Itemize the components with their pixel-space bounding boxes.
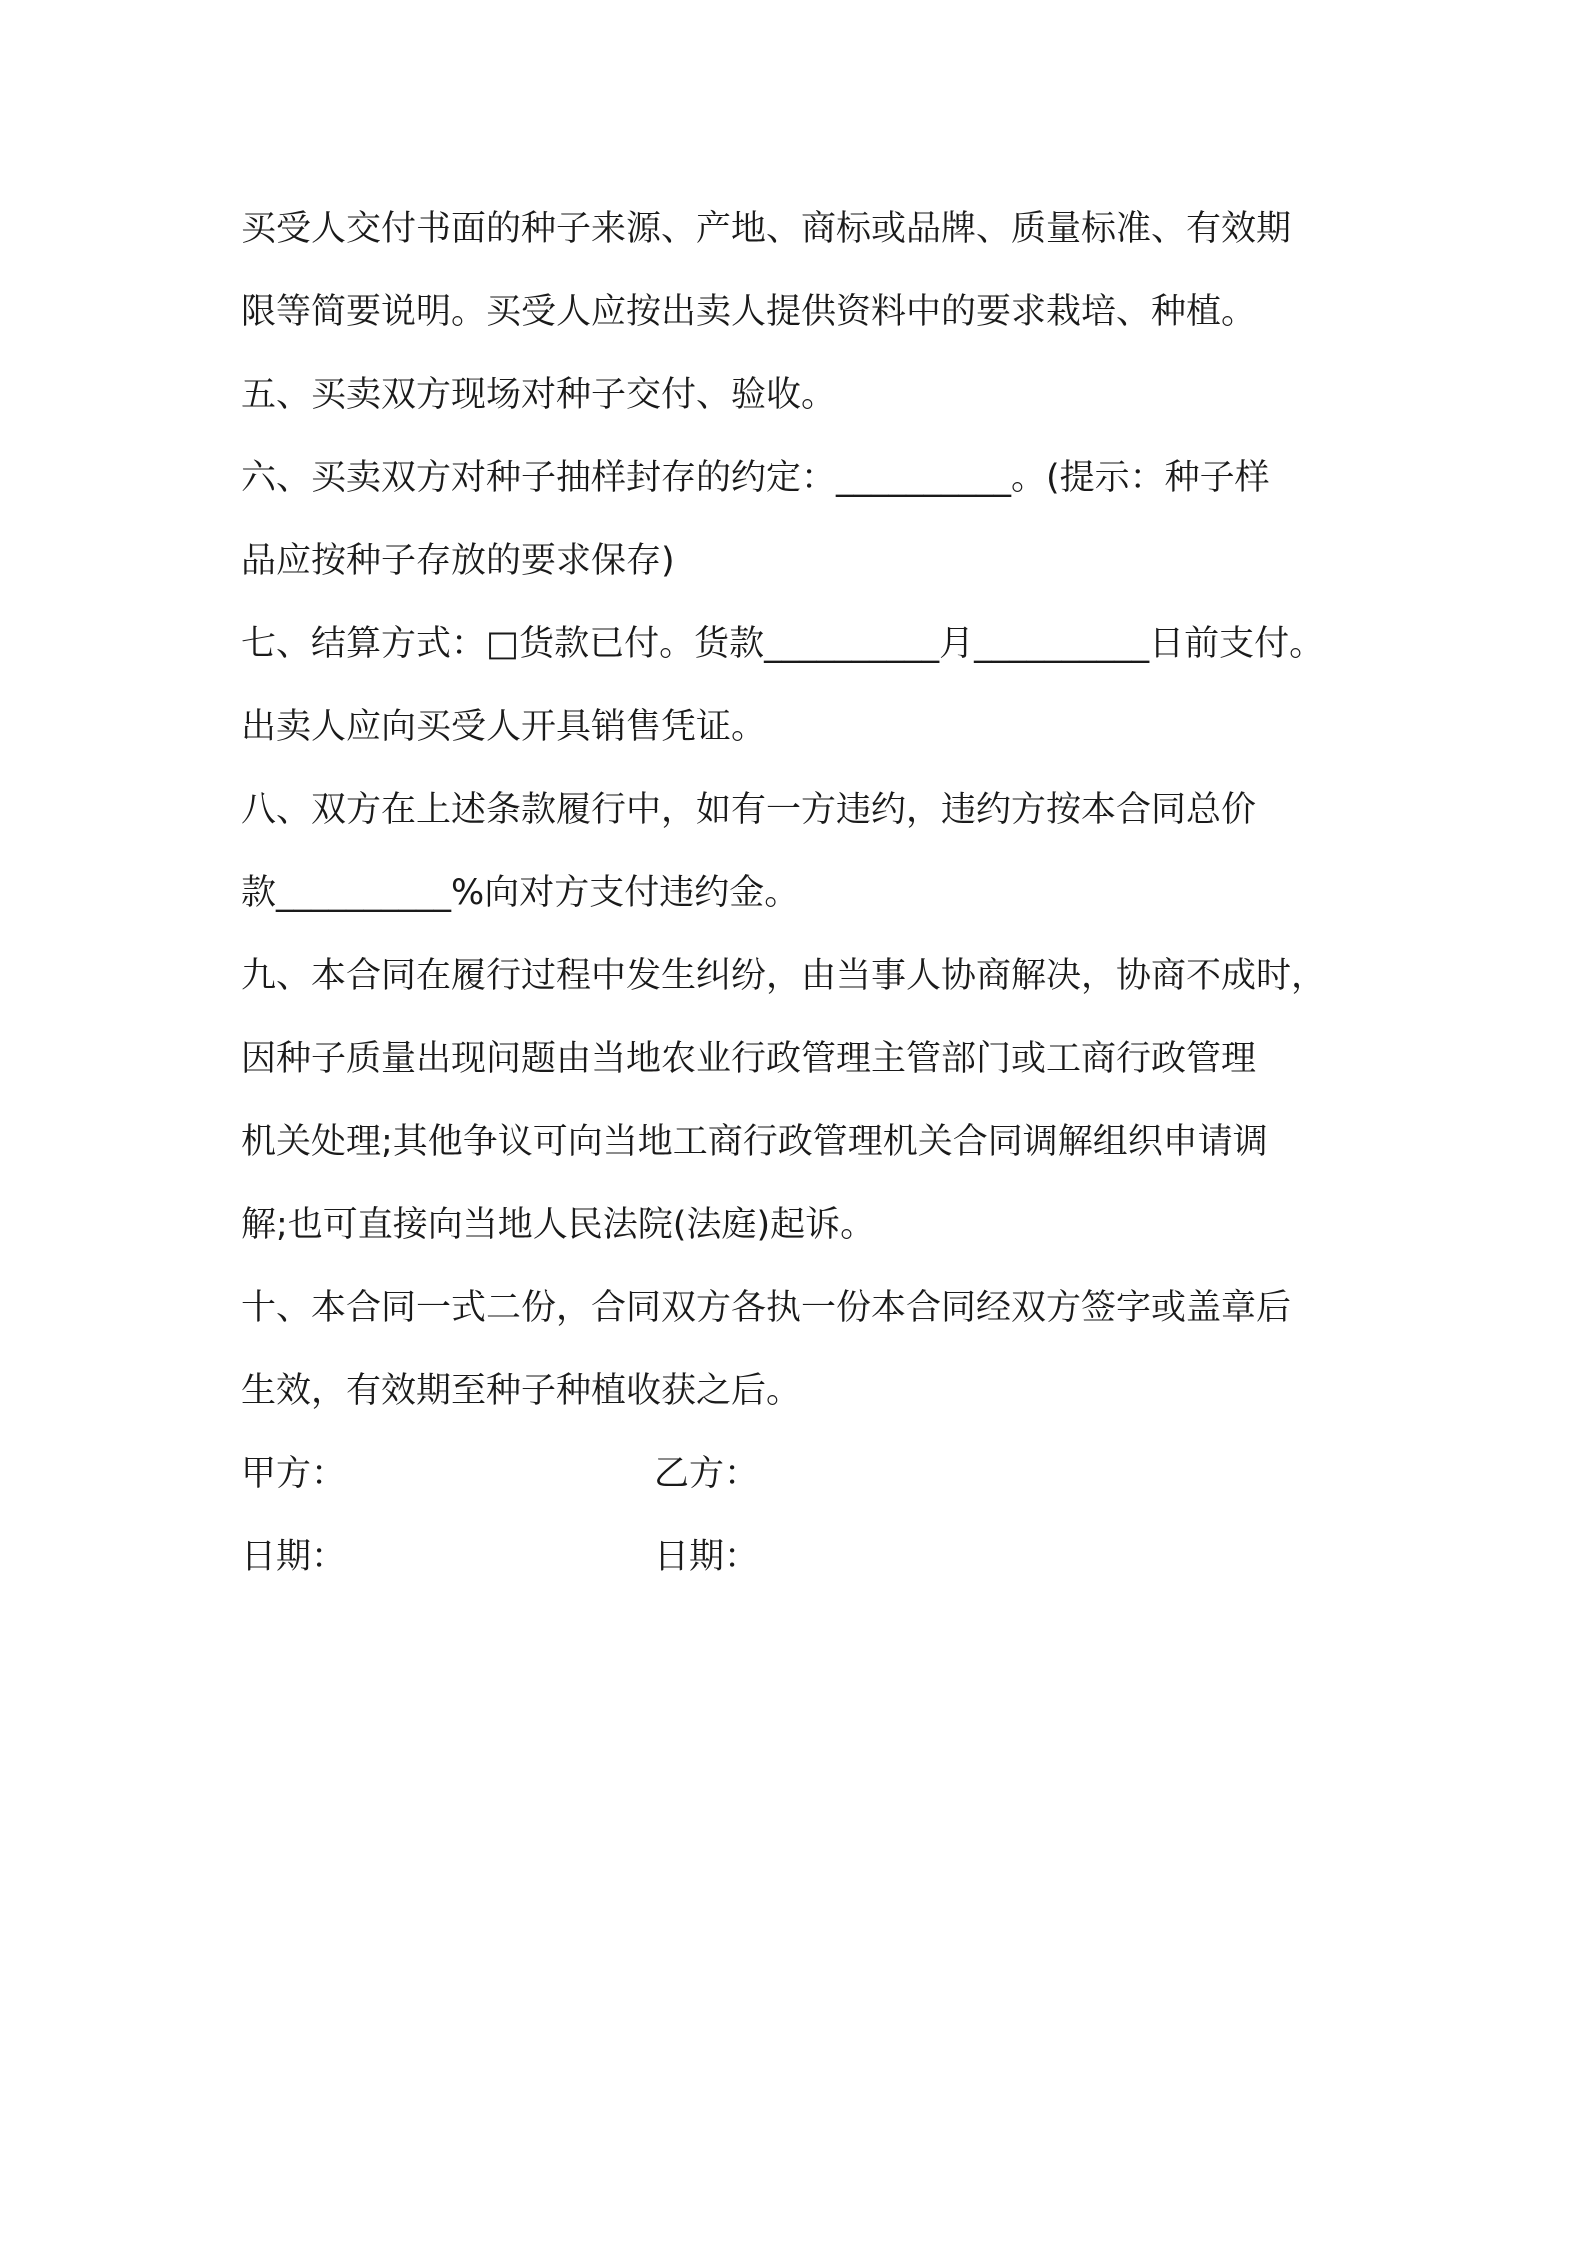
body-line: 款__________%向对方支付违约金。 [241, 873, 800, 913]
body-line: 机关处理;其他争议可向当地工商行政管理机关合同调解组织申请调 [241, 1122, 1268, 1162]
clause-8: 八、双方在上述条款履行中，如有一方违约，违约方按本合同总价 [241, 790, 1257, 830]
date-a-label: 日期： [241, 1537, 347, 1577]
party-signature-row [241, 1445, 1361, 1528]
body-line: 限等简要说明。买受人应按出卖人提供资料中的要求栽培、种植。 [241, 292, 1257, 332]
body-line: 买受人交付书面的种子来源、产地、商标或品牌、质量标准、有效期 [241, 209, 1292, 249]
body-line: 品应按种子存放的要求保存) [241, 541, 675, 581]
body-line: 生效，有效期至种子种植收获之后。 [241, 1371, 802, 1411]
clause-9: 九、本合同在履行过程中发生纠纷，由当事人协商解决，协商不成时， [241, 956, 1327, 996]
clause-10: 十、本合同一式二份，合同双方各执一份本合同经双方签字或盖章后 [241, 1288, 1292, 1328]
date-signature-row [241, 1528, 1361, 1611]
date-b-label: 日期： [654, 1537, 760, 1577]
party-b-label: 乙方： [654, 1454, 760, 1494]
document-body [241, 200, 1361, 1611]
body-line: 解;也可直接向当地人民法院(法庭)起诉。 [241, 1205, 876, 1245]
clause-7: 七、结算方式：□货款已付。货款__________月__________日前支付。 [241, 624, 1325, 664]
party-a-label: 甲方： [241, 1454, 347, 1494]
body-line: 出卖人应向买受人开具销售凭证。 [241, 707, 767, 747]
clause-5: 五、买卖双方现场对种子交付、验收。 [241, 375, 837, 415]
clause-6: 六、买卖双方对种子抽样封存的约定：__________。(提示：种子样 [241, 458, 1270, 498]
body-line: 因种子质量出现问题由当地农业行政管理主管部门或工商行政管理 [241, 1039, 1257, 1079]
